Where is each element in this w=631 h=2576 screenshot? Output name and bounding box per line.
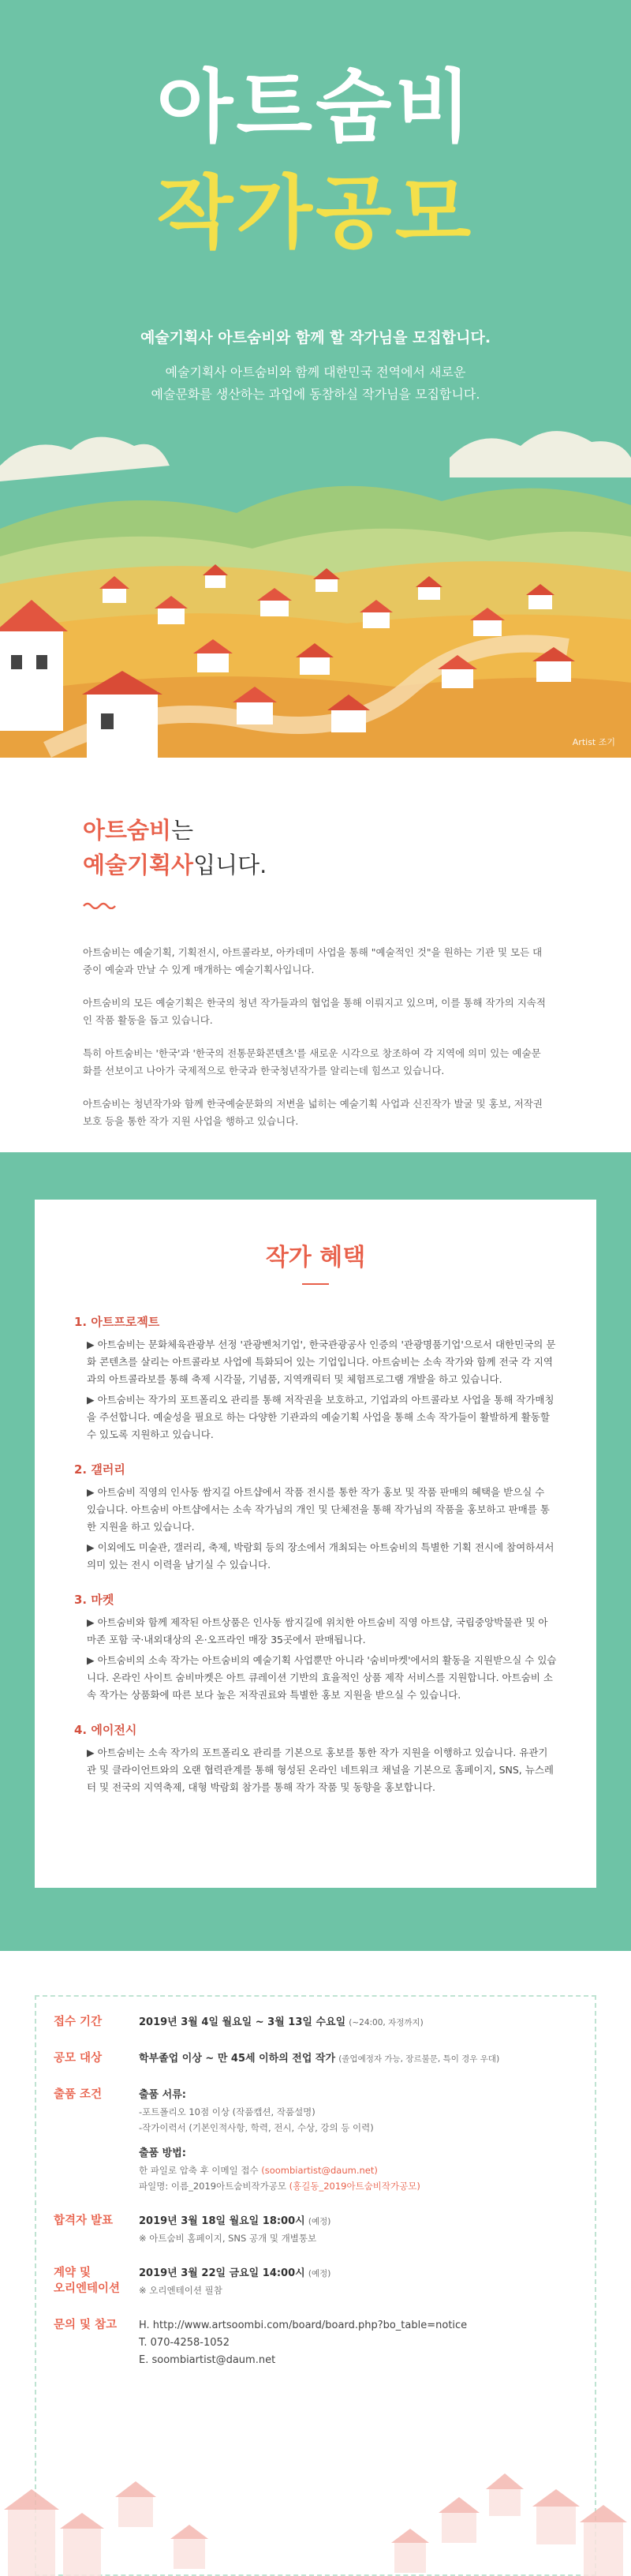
orientation-label-line1: 계약 및 xyxy=(54,2267,91,2279)
benefit-paragraph: ▶ 아트숨비와 함께 제작된 아트상품은 인사동 쌈지길에 위치한 아트숨비 직영 아트샵, 국립중앙박물관 및 아마존 포함 국·내외대상의 온·오프라인 매장 35곳에서 판매됩니다. xyxy=(87,1616,548,1646)
benefit-heading: 1. 아트프로젝트 xyxy=(74,1315,160,1329)
detail-value xyxy=(139,2317,577,2369)
contact-tel: T. 070-4258-1052 xyxy=(139,2337,230,2349)
hero-desc-line1: 예술기획사 아트숨비와 함께 대한민국 전역에서 새로운 xyxy=(165,365,466,380)
benefits-section xyxy=(0,1152,631,1951)
target-note: (졸업예정자 가능, 장르불문, 특이 경우 우대) xyxy=(338,2054,500,2064)
benefit-gallery xyxy=(74,1461,557,1574)
detail-label xyxy=(54,2265,139,2298)
intro-headline-line1 xyxy=(83,813,548,848)
intro-headline-line2 xyxy=(83,848,548,882)
hero-desc-line2: 예술문화를 생산하는 과업에 동참하실 작가님을 모집합니다. xyxy=(151,387,480,402)
detail-value xyxy=(139,2087,577,2194)
period-note: (~24:00, 자정까지) xyxy=(349,2018,424,2027)
orientation-label-line2: 오리엔테이션 xyxy=(54,2282,121,2295)
details-box xyxy=(35,1995,596,2576)
docs-item: -포트폴리오 10점 이상 (작품캡션, 작품설명) xyxy=(139,2106,316,2117)
detail-value xyxy=(139,2265,577,2298)
detail-label: 합격자 발표 xyxy=(54,2215,114,2227)
detail-row-period xyxy=(54,2014,577,2031)
detail-label: 공모 대상 xyxy=(54,2052,103,2065)
detail-value xyxy=(139,2213,577,2246)
method-line xyxy=(139,2162,577,2178)
filename-line xyxy=(139,2178,577,2194)
intro-headline-suffix1: 는 xyxy=(171,817,194,844)
benefit-paragraph: ▶ 아트숨비는 문화체육관광부 선정 '관광벤처기업', 한국관광공사 인증의 '관광명품기업'으로서 대한민국의 문화 콘텐츠를 살리는 아트콜라보 사업에 특화되어 있는 기업입니다. 아트숨비는 소속 작가와 함께 전국 각 지역과의 아트콜라보를 통해 축제 시각물, 기념품, 지역캐릭터 및 체험프로그램 개발을 하고 있습니다. xyxy=(87,1339,556,1385)
period-value: 2019년 3월 4일 월요일 ~ 3월 13일 수요일 xyxy=(139,2016,346,2028)
benefit-heading: 2. 갤러리 xyxy=(74,1462,125,1477)
intro-section xyxy=(0,758,631,1152)
benefit-paragraph: ▶ 아트숨비 직영의 인사동 쌈지길 아트샵에서 작품 전시를 통한 작가 홍보 및 작품 판매의 혜택을 받으실 수 있습니다. 아트숨비 아트샵에서는 소속 작가님의 개인 및 단체전을 통해 작가님의 작품을 홍보하고 판매를 통한 지원을 하고 있습니다. xyxy=(87,1486,550,1533)
benefit-market xyxy=(74,1591,557,1704)
intro-accent-brand: 아트숨비 xyxy=(83,817,172,844)
detail-value xyxy=(139,2014,577,2031)
detail-row-target xyxy=(54,2050,577,2068)
spacer xyxy=(139,2136,577,2145)
benefits-card xyxy=(35,1200,596,1888)
wave-divider-icon xyxy=(83,900,116,909)
benefits-title: 작가 혜택 xyxy=(265,1244,366,1271)
benefit-paragraph: ▶ 아트숨비는 작가의 포트폴리오 관리를 통해 저작권을 보호하고, 기업과의 아트콜라보 사업을 통해 작가매칭을 주선합니다. 예술성을 필요로 하는 다양한 기관과의 예술기획 사업을 통해 소속 작가들이 활발하게 활동할 수 있도록 지원하고 있습니다. xyxy=(87,1394,554,1440)
hero-subtitle: 예술기획사 아트숨비와 함께 할 작가님을 모집합니다. xyxy=(140,329,491,346)
benefit-list xyxy=(74,1313,557,1796)
application-details-section xyxy=(0,1951,631,2576)
intro-paragraph: 아트숨비는 청년작가와 함께 한국예술문화의 저변을 넓히는 예술기획 사업과 신진작가 발굴 및 홍보, 저작권 보호 등을 통한 작가 지원 사업을 행하고 있습니다. xyxy=(83,1098,543,1127)
detail-label: 문의 및 참고 xyxy=(54,2319,118,2331)
detail-value xyxy=(139,2050,577,2068)
hero-title-line2: 작가공모 xyxy=(156,167,475,259)
detail-row-docs xyxy=(54,2087,577,2194)
intro-paragraph: 아트숨비는 예술기획, 기획전시, 아트콜라보, 아카데미 사업을 통해 "예술적인 것"을 원하는 기관 및 모든 대중이 예술과 만날 수 있게 매개하는 예술기획사입니다. xyxy=(83,946,543,975)
intro-headline-suffix2: 입니다. xyxy=(193,852,267,878)
benefit-heading: 3. 마켓 xyxy=(74,1593,114,1607)
intro-headline xyxy=(83,813,548,882)
hero-title-line1: 아트숨비 xyxy=(156,61,475,153)
intro-paragraph: 특히 아트숨비는 '한국'과 '한국의 전통문화콘텐츠'를 새로운 시각으로 창조하여 각 지역에 의미 있는 예술문화를 선보이고 나아가 국제적으로 한국과 한국청년작가를 알리는데 힘쓰고 있습니다. xyxy=(83,1047,541,1076)
benefit-paragraph: ▶ 아트숨비의 소속 작가는 아트숨비의 예술기획 사업뿐만 아니라 '숨비마켓'에서의 활동을 지원받으실 수 있습니다. 온라인 사이트 숨비마켓은 아트 큐레이션 기반의 효율적인 상품 제작 서비스를 지원합니다. 아트숨비 소속 작가는 상품화에 따른 보다 높은 저작권료와 특별한 홍보 지원을 받으실 수 있습니다. xyxy=(87,1654,557,1701)
benefit-paragraph: ▶ 이외에도 미술관, 갤러리, 축제, 박람회 등의 장소에서 개최되는 아트숨비의 특별한 기획 전시에 참여하셔서 의미 있는 전시 이력을 남기실 수 있습니다. xyxy=(87,1541,554,1571)
docs-title: 출품 서류: xyxy=(139,2089,186,2101)
orientation-sub: ※ 오리엔테이션 필참 xyxy=(139,2285,222,2296)
target-value: 학부졸업 이상 ~ 만 45세 이하의 전업 작가 xyxy=(139,2053,336,2065)
submission-email-link[interactable]: (soombiartist@daum.net) xyxy=(261,2165,378,2176)
benefit-paragraph: ▶ 아트숨비는 소속 작가의 포트폴리오 관리를 기본으로 홍보를 통한 작가 지원을 이행하고 있습니다. 유관기관 및 클라이언트와의 오랜 협력관계를 통해 형성된 온라인 네트워크 채널을 기본으로 홈페이지, SNS, 뉴스레터 및 전국의 지역축제, 대형 박람회 참가를 통해 작가 작품 및 동향을 홍보합니다. xyxy=(87,1747,554,1793)
benefit-agency xyxy=(74,1721,557,1796)
benefit-heading: 4. 에이전시 xyxy=(74,1723,137,1737)
filename-example: (홍길동_2019아트숨비작가공모) xyxy=(289,2181,420,2192)
village-illustration xyxy=(0,371,631,758)
announce-note: (예정) xyxy=(308,2217,331,2226)
detail-row-announce xyxy=(54,2213,577,2246)
method-text: 한 파일로 압축 후 이메일 접수 xyxy=(139,2165,259,2176)
contact-homepage-link[interactable]: H. http://www.artsoombi.com/board/board.php?bo_table=notice xyxy=(139,2320,468,2331)
orientation-value: 2019년 3월 22일 금요일 14:00시 xyxy=(139,2267,305,2279)
benefits-title-underline xyxy=(302,1283,329,1285)
announce-value: 2019년 3월 18일 월요일 18:00시 xyxy=(139,2215,305,2227)
orientation-note: (예정) xyxy=(308,2269,331,2278)
filename-label: 파일명: 이름_2019아트숨비작가공모 xyxy=(139,2181,286,2192)
detail-row-orientation xyxy=(54,2265,577,2298)
announce-sub: ※ 아트숨비 홈페이지, SNS 공개 및 개별통보 xyxy=(139,2233,317,2244)
intro-accent-type: 예술기획사 xyxy=(83,852,194,878)
artist-credit: Artist 조기 xyxy=(572,737,615,747)
benefit-art-project xyxy=(74,1313,557,1443)
hero-banner xyxy=(0,0,631,758)
detail-label: 출품 조건 xyxy=(54,2088,103,2101)
detail-label: 접수 기간 xyxy=(54,2016,103,2028)
docs-item: -작가이력서 (기본인적사항, 학력, 전시, 수상, 강의 등 이력) xyxy=(139,2122,374,2133)
intro-paragraphs xyxy=(83,944,548,1130)
method-title: 출품 방법: xyxy=(139,2147,186,2159)
intro-paragraph: 아트숨비의 모든 예술기획은 한국의 청년 작가들과의 협업을 통해 이뤄지고 있으며, 이를 통해 작가의 지속적인 작품 활동을 돕고 있습니다. xyxy=(83,997,546,1026)
contact-email-link[interactable]: E. soombiartist@daum.net xyxy=(139,2354,276,2366)
detail-row-contact xyxy=(54,2317,577,2369)
